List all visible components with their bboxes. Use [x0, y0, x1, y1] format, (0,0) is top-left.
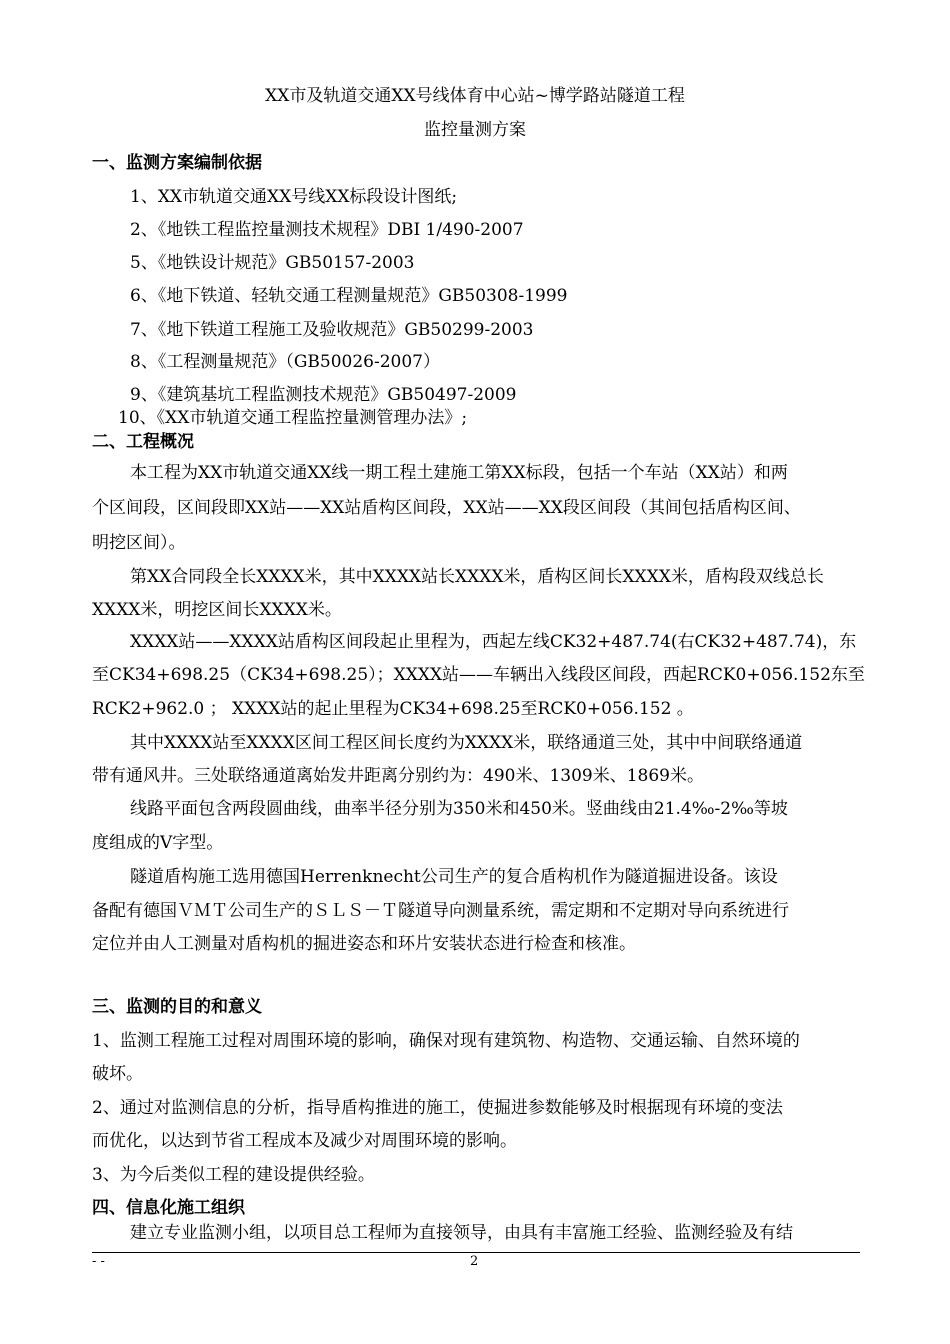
document-title: XX市及轨道交通XX号线体育中心站~博学路站隧道工程 — [265, 86, 685, 106]
paragraph-line: 线路平面包含两段圆曲线，曲率半径分别为350米和450米。竖曲线由21.4‰-2‰等坡 — [130, 799, 788, 819]
reference-item: 2、《地铁工程监控量测技术规程》DBI 1/490-2007 — [130, 220, 524, 240]
paragraph-line: 备配有德国ＶＭＴ公司生产的ＳＬＳ－Ｔ隧道导向测量系统，需定期和不定期对导向系统进行 — [92, 901, 789, 921]
reference-item: 7、《地下铁道工程施工及验收规范》GB50299-2003 — [130, 320, 534, 340]
reference-item: 10、《XX市轨道交通工程监控量测管理办法》; — [118, 408, 468, 428]
section-4-heading: 四、信息化施工组织 — [92, 1198, 245, 1218]
paragraph-line: 第XX合同段全长XXXX米，其中XXXX站长XXXX米，盾构区间长XXXX米，盾构段双线总长 — [130, 567, 824, 587]
paragraph-line: 至CK34+698.25（CK34+698.25）；XXXX站——车辆出入线段区间段，西起RCK0+056.152东至 — [92, 665, 865, 685]
paragraph-line: 1、监测工程施工过程对周围环境的影响，确保对现有建筑物、构造物、交通运输、自然环境的 — [92, 1031, 800, 1051]
section-3-heading: 三、监测的目的和意义 — [92, 997, 262, 1017]
paragraph-line: RCK2+962.0 ； XXXX站的起止里程为CK34+698.25至RCK0+056.152 。 — [92, 699, 694, 719]
paragraph-line: 2、通过对监测信息的分析，指导盾构推进的施工，使掘进参数能够及时根据现有环境的变法 — [92, 1098, 783, 1118]
paragraph-line: XXXX米，明挖区间长XXXX米。 — [92, 600, 342, 620]
paragraph-line: 隧道盾构施工选用德国Herrenknecht公司生产的复合盾构机作为隧道掘进设备。该设 — [130, 867, 778, 887]
paragraph-line: 度组成的V字型。 — [92, 833, 224, 853]
reference-item: 1、XX市轨道交通XX号线XX标段设计图纸; — [130, 187, 458, 207]
paragraph-line: 明挖区间）。 — [92, 533, 186, 553]
paragraph-line: 建立专业监测小组，以项目总工程师为直接领导，由具有丰富施工经验、监测经验及有结 — [130, 1223, 793, 1243]
paragraph-line: 而优化，以达到节省工程成本及减少对周围环境的影响。 — [92, 1131, 517, 1151]
page-number: 2 — [470, 1254, 479, 1269]
reference-item: 9、《建筑基坑工程监测技术规范》GB50497-2009 — [130, 385, 517, 405]
section-1-heading: 一、监测方案编制依据 — [92, 153, 262, 173]
reference-item: 8、《工程测量规范》（GB50026-2007） — [130, 352, 440, 372]
document-subtitle: 监控量测方案 — [424, 120, 526, 140]
paragraph-line: 本工程为XX市轨道交通XX线一期工程土建施工第XX标段，包括一个车站（XX站）和两 — [130, 463, 788, 483]
reference-item: 5、《地铁设计规范》GB50157-2003 — [130, 253, 415, 273]
paragraph-line: 定位并由人工测量对盾构机的掘进姿态和环片安装状态进行检查和核准。 — [92, 934, 636, 954]
paragraph-line: 其中XXXX站至XXXX区间工程区间长度约为XXXX米，联络通道三处，其中中间联络通道 — [130, 733, 803, 753]
section-2-heading: 二、工程概况 — [92, 432, 194, 452]
paragraph-line: 个区间段，区间段即XX站——XX站盾构区间段，XX站——XX段区间段（其间包括盾构区间、 — [92, 498, 801, 518]
paragraph-line: XXXX站——XXXX站盾构区间段起止里程为，西起左线CK32+487.74(右CK32+487.74)，东 — [130, 632, 857, 652]
paragraph-line: 破坏。 — [92, 1064, 143, 1084]
paragraph-line: 带有通风井。三处联络通道离始发井距离分别约为：490米、1309米、1869米。 — [92, 766, 704, 786]
paragraph-line: 3、为今后类似工程的建设提供经验。 — [92, 1165, 375, 1185]
reference-item: 6、《地下铁道、轻轨交通工程测量规范》GB50308-1999 — [130, 286, 568, 306]
footer-marker: - - — [92, 1254, 105, 1269]
footer-divider — [92, 1252, 860, 1253]
